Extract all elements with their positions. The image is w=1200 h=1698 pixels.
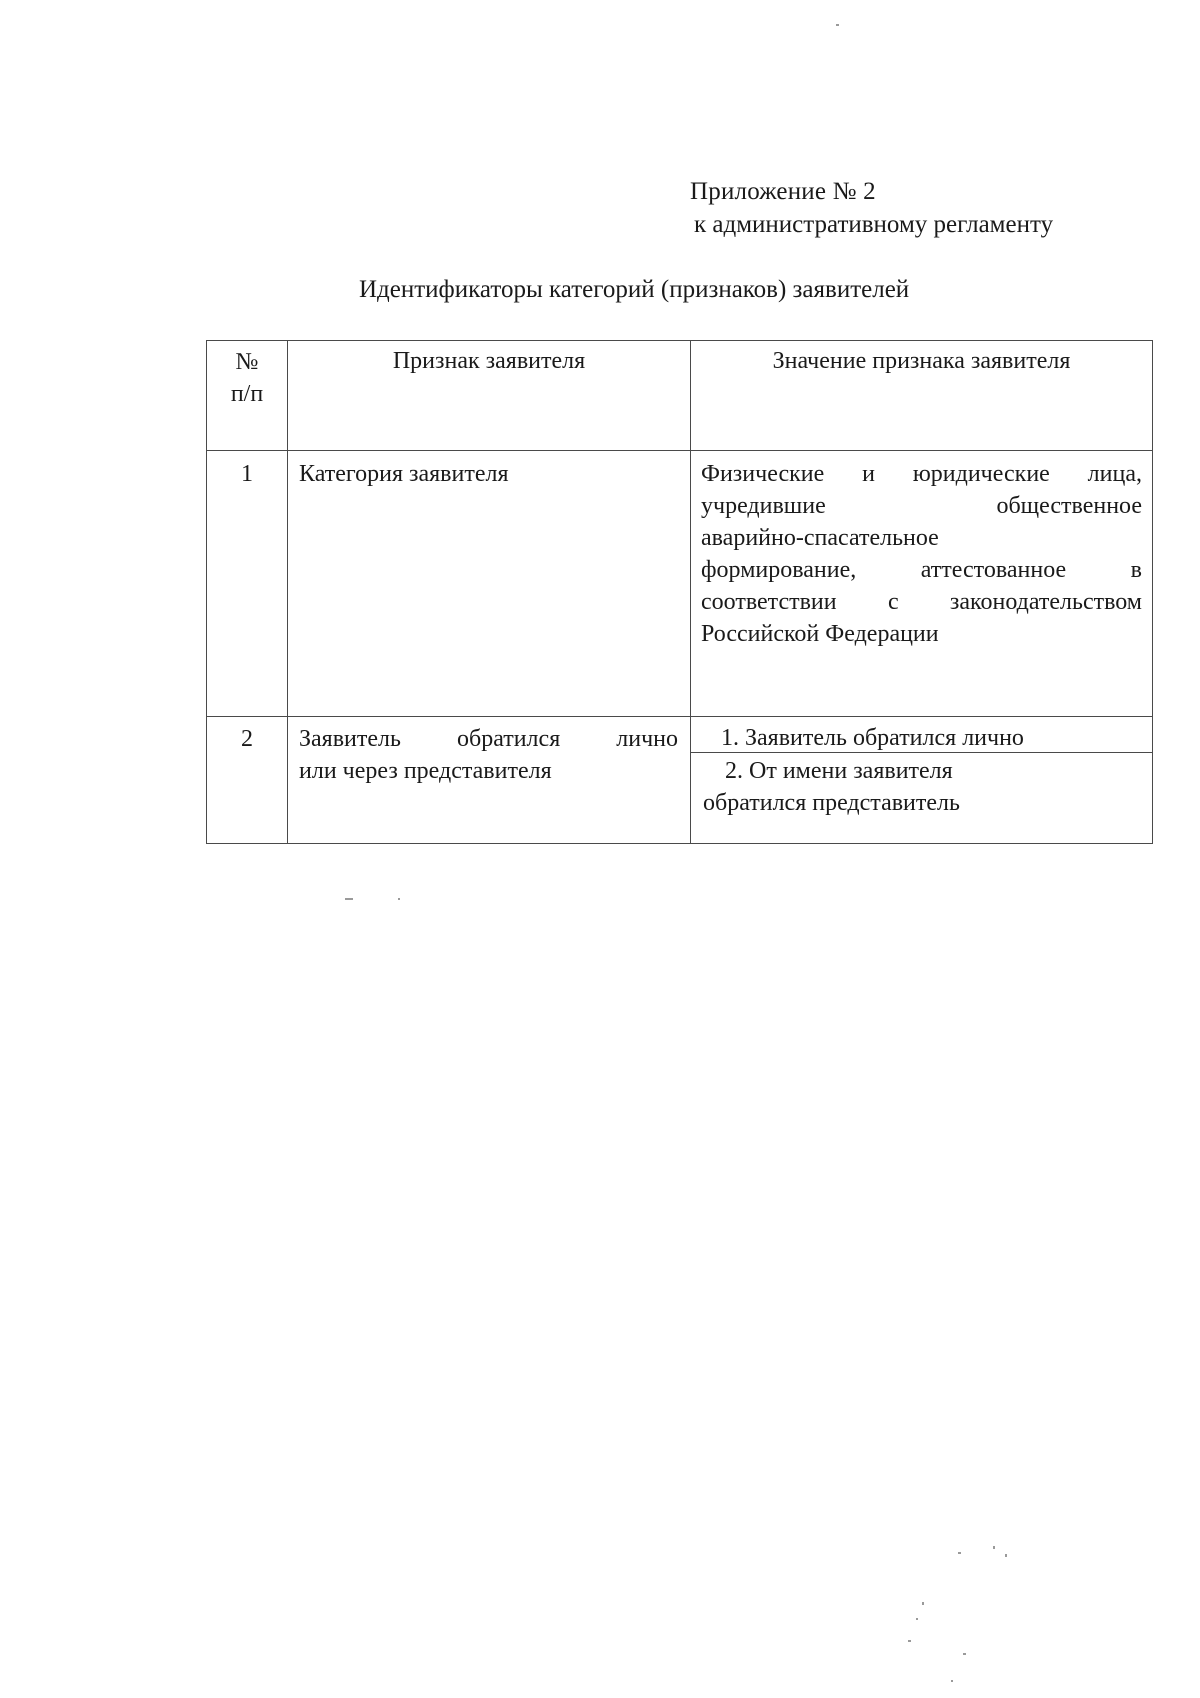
header-value-label: Значение признака заявителя (772, 348, 1071, 374)
row-number-cell (207, 717, 288, 844)
scan-speck (398, 898, 400, 900)
table-header-row (207, 341, 1153, 451)
sign-line: Заявитель обратился лично (299, 726, 678, 752)
scan-speck (345, 898, 353, 900)
scan-speck (916, 1618, 918, 1620)
scan-speck (922, 1602, 924, 1605)
header-number-symbol: № (235, 349, 259, 375)
value-option-1: 1. Заявитель обратился лично (691, 717, 1152, 753)
table-row (207, 451, 1153, 717)
scan-speck (958, 1552, 961, 1554)
scan-speck (993, 1546, 995, 1549)
row-number-cell (207, 451, 288, 717)
table-row (207, 717, 1153, 844)
row-value-cell (691, 717, 1153, 844)
applicant-categories-table (206, 340, 1153, 844)
header-number-abbrev: п/п (230, 381, 264, 407)
value-line: соответствии с законодательством (701, 589, 1142, 615)
row-number: 1 (241, 461, 253, 487)
row-value-cell (691, 451, 1153, 717)
appendix-subtitle: к административному регламенту (694, 211, 1054, 238)
value-line: аварийно-спасательное (701, 525, 939, 551)
sign-line: или через представителя (299, 758, 552, 784)
value-line: Физические и юридические лица, (701, 461, 1142, 487)
row-sign-cell (288, 451, 691, 717)
value-option-2 (691, 753, 1152, 819)
value-line: учредившие общественное (701, 493, 1142, 519)
scan-speck (908, 1640, 911, 1642)
value-line: Российской Федерации (701, 621, 939, 647)
option-2-line-2: обратился представитель (703, 790, 960, 816)
header-sign-label: Признак заявителя (392, 348, 586, 374)
scan-speck (963, 1653, 966, 1655)
header-sign-cell (288, 341, 691, 451)
row-sign-cell (288, 717, 691, 844)
option-2-line-1: 2. От имени заявителя (725, 758, 953, 784)
scan-speck (1005, 1554, 1007, 1557)
value-line: формирование, аттестованное в (701, 557, 1142, 583)
header-value-cell (691, 341, 1153, 451)
row-sign-text: Категория заявителя (299, 461, 509, 487)
scan-speck (951, 1680, 953, 1682)
appendix-title: Приложение № 2 (690, 178, 876, 205)
scan-speck (836, 24, 839, 26)
row-number: 2 (241, 726, 253, 752)
document-heading: Идентификаторы категорий (признаков) заявителей (359, 276, 910, 303)
header-number-cell (207, 341, 288, 451)
